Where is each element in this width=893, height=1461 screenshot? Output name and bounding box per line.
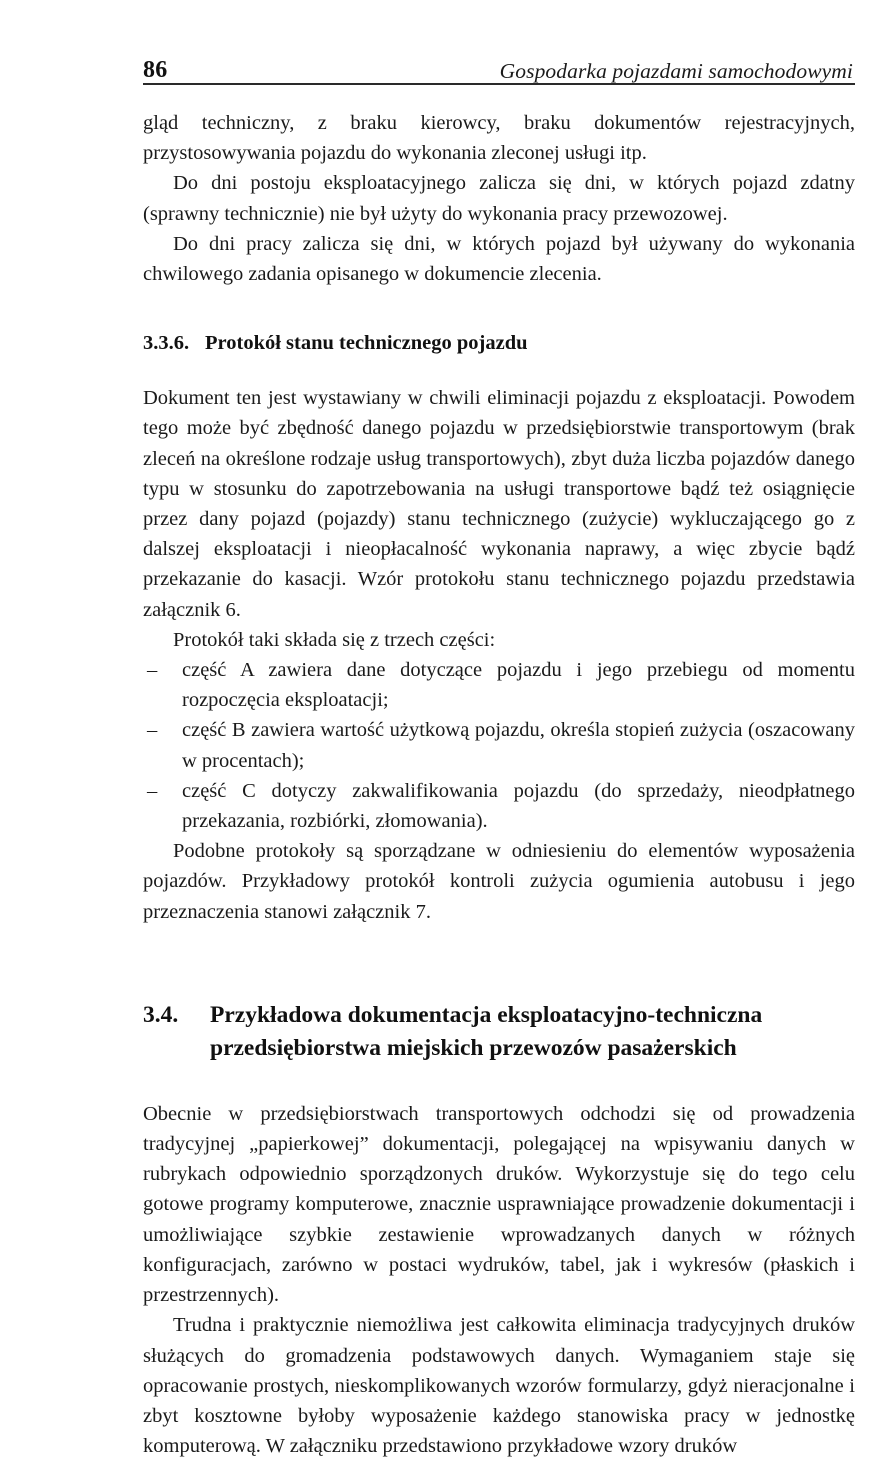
section-336-title: Protokół stanu technicznego pojazdu	[205, 332, 528, 355]
list-item-text: część B zawiera wartość użytkową pojazdu, określa stopień zużycia (oszacowany w procentach);	[182, 719, 855, 772]
running-head-title: Gospodarka pojazdami samochodowymi	[499, 58, 853, 83]
list-intro: Protokół taki składa się z trzech części:	[173, 628, 496, 651]
list-item	[143, 776, 855, 836]
section-336-closing-paragraph: Podobne protokoły są sporządzane w odniesieniu do elementów wyposażenia pojazdów. Przykładowy protokół kontroli zużycia ogumienia autobusu i jego przeznaczenia stanowi załącznik 7.	[143, 840, 855, 923]
paragraph-pracy: Do dni pracy zalicza się dni, w których pojazd był używany do wykonania chwilowego zadania opisanego w dokumencie zlecenia.	[143, 232, 855, 286]
section-34-paragraph-1: Obecnie w przedsiębiorstwach transportowych odchodzi się od prowadzenia tradycyjnej „papierkowej” dokumentacji, polegającej na wpisywaniu danych w rubrykach odpowiednio sporządzonych druków. Wykorzystuje się do tego celu gotowe programy komputerowe, znacznie usprawniające prowadzenie dokumentacji i umożliwiające szybkie zestawienie wprowadzanych danych w różnych konfiguracjach, zarówno w postaci wydruków, tabel, jak i wykresów (płaskich i przestrzennych).	[143, 1102, 855, 1307]
list-item	[143, 655, 855, 715]
section-336-heading	[143, 329, 855, 357]
protokol-parts-list	[143, 655, 855, 836]
dash-marker-icon: –	[147, 659, 158, 682]
intro-paragraphs	[143, 108, 855, 289]
section-34-heading-wrap	[143, 999, 855, 1065]
paragraph-continuation: gląd techniczny, z braku kierowcy, braku dokumentów rejestracyjnych, przystosowywania pojazdu do wykonania zleconej usługi itp.	[143, 112, 855, 165]
section-34-title	[210, 999, 855, 1065]
section-34-title-line-1: Przykładowa dokumentacja eksploatacyjno-techniczna	[210, 1001, 763, 1028]
header-divider	[143, 83, 855, 85]
dash-marker-icon: –	[147, 719, 158, 742]
dash-marker-icon: –	[147, 779, 158, 802]
list-item-text: część C dotyczy zakwalifikowania pojazdu (do sprzedaży, nieodpłatnego przekazania, rozbiórki, złomowania).	[182, 779, 855, 833]
paragraph-postoj: Do dni postoju eksploatacyjnego zalicza się dni, w których pojazd zdatny (sprawny technicznie) nie był użyty do wykonania pracy przewozowej.	[143, 172, 855, 225]
section-34-paragraph-2: Trudna i praktycznie niemożliwa jest całkowita eliminacja tradycyjnych druków służących do gromadzenia podstawowych danych. Wymaganiem staje się opracowanie prostych, nieskomplikowanych wzorów formularzy, gdyż nieracjonalne i zbyt kosztowne byłoby wyposażenie każdego stanowiska pracy w jednostkę komputerową. W załączniku przedstawiono przykładowe wzory druków	[143, 1314, 855, 1458]
page-content	[143, 0, 855, 1461]
section-34-heading	[143, 999, 855, 1065]
section-34-number: 3.4.	[143, 1001, 179, 1028]
list-item-text: część A zawiera dane dotyczące pojazdu i jego przebiegu od momentu rozpoczęcia eksploatacji;	[182, 659, 855, 712]
list-item	[143, 715, 855, 775]
page-number: 86	[143, 57, 168, 83]
section-336-paragraph: Dokument ten jest wystawiany w chwili eliminacji pojazdu z eksploatacji. Powodem tego może być zbędność danego pojazdu w przedsiębiorstwie transportowym (brak zleceń na określone rodzaje usług transportowych), zbyt duża liczba pojazdów danego typu w stosunku do zapotrzebowania na usługi transportowe bądź też osiągnięcie przez dany pojazd (pojazdy) stanu technicznego (zużycie) wykluczającego go z dalszej eksploatacji i nieopłacalność wykonania naprawy, a więc zbycie bądź przekazanie do kasacji. Wzór protokołu stanu technicznego pojazdu przedstawia załącznik 6.	[143, 387, 855, 621]
section-34-title-line-2: przedsiębiorstwa miejskich przewozów pasażerskich	[210, 1034, 737, 1061]
section-336-number: 3.3.6.	[143, 332, 190, 355]
section-336-heading-wrap	[143, 329, 855, 357]
page-header	[143, 38, 855, 82]
